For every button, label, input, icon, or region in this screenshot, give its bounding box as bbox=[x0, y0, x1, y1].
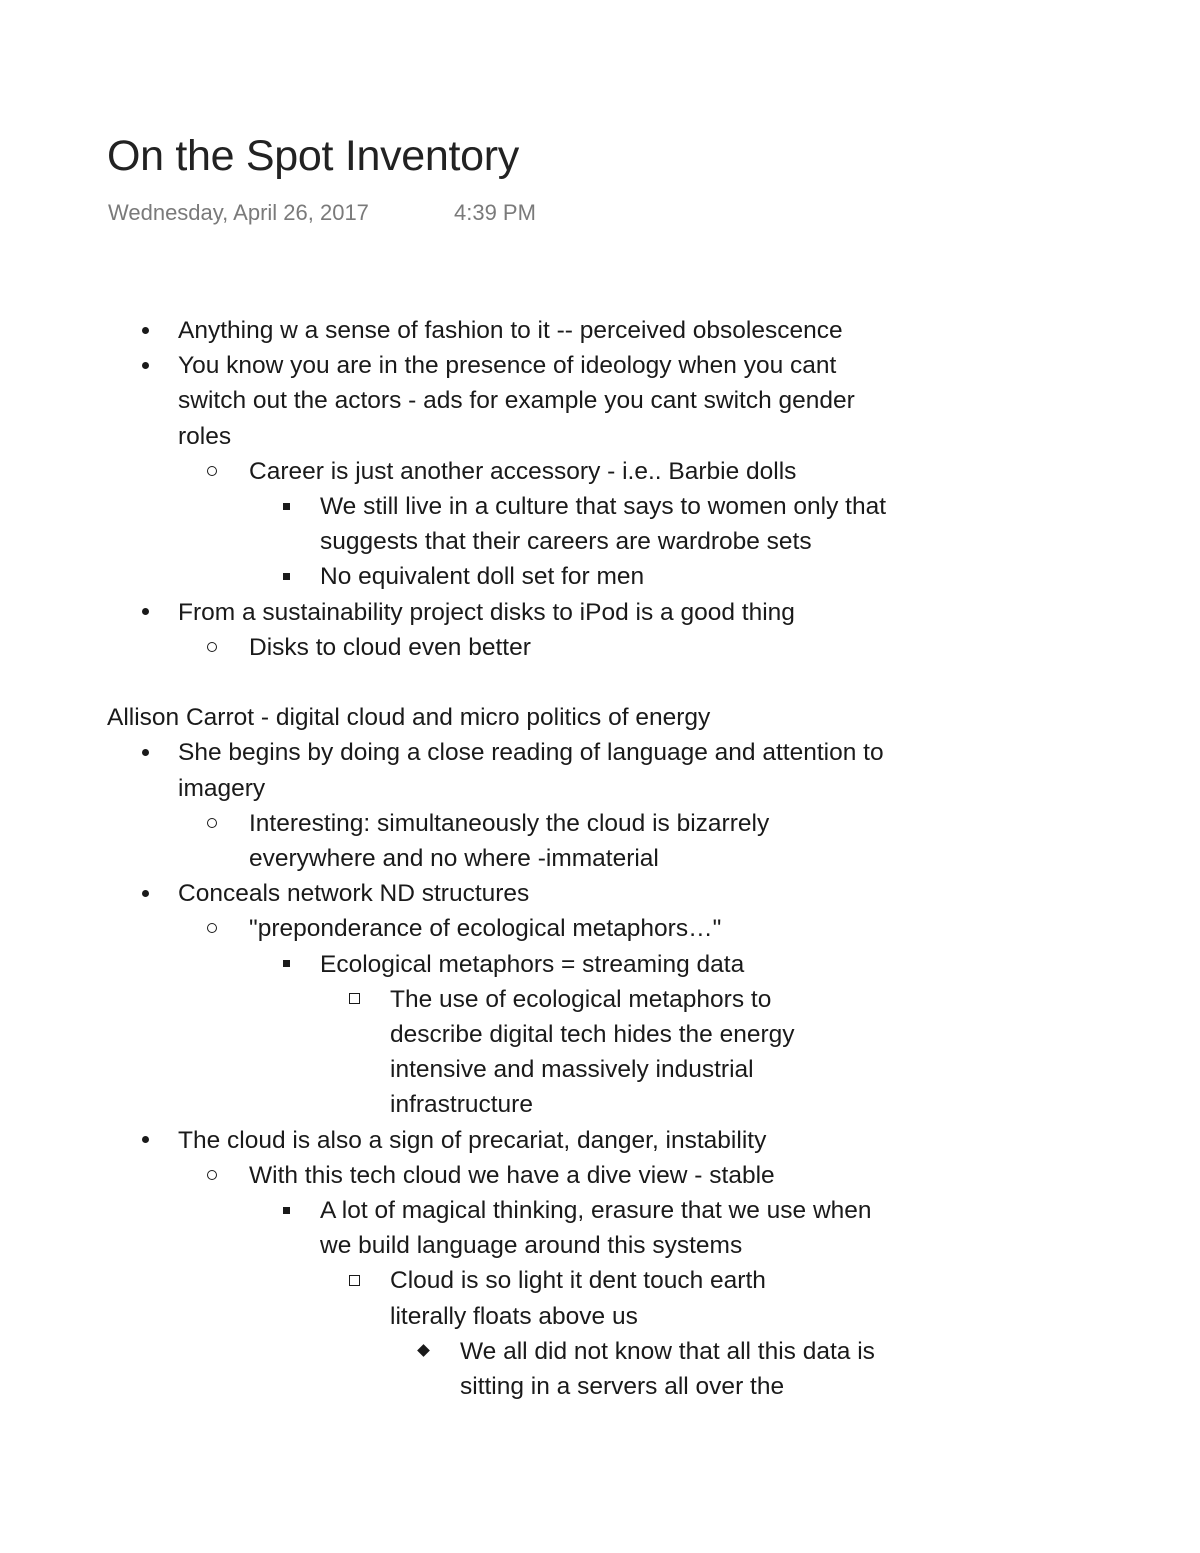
list-item-text: Conceals network ND structures bbox=[178, 880, 530, 908]
list-item-text: Interesting: simultaneously the cloud is bizarrely everywhere and no where -immaterial bbox=[249, 809, 770, 873]
note-date: Wednesday, April 26, 2017 bbox=[108, 200, 369, 225]
list-item bbox=[0, 348, 1200, 454]
bullet-hollow-square-icon bbox=[344, 1263, 364, 1298]
bullet-dot-icon bbox=[135, 735, 155, 770]
list-item-text: From a sustainability project disks to iPod is a good thing bbox=[178, 598, 795, 626]
list-item bbox=[0, 1158, 1200, 1193]
bullet-square-icon bbox=[276, 559, 296, 594]
bullet-dot-icon bbox=[135, 348, 155, 383]
list-item bbox=[0, 630, 1200, 665]
bullet-dot-icon bbox=[135, 595, 155, 630]
list-item bbox=[0, 595, 1200, 630]
list-item-text: Career is just another accessory - i.e.. Barbie dolls bbox=[249, 457, 797, 485]
list-item bbox=[0, 982, 1200, 1123]
list-item-text: Ecological metaphors = streaming data bbox=[320, 950, 745, 978]
list-item-text: The cloud is also a sign of precariat, danger, instability bbox=[178, 1126, 767, 1154]
bullet-square-icon bbox=[276, 489, 296, 524]
bullet-circle-icon bbox=[202, 630, 222, 665]
list-item-text: Disks to cloud even better bbox=[249, 633, 531, 661]
list-item bbox=[0, 806, 1200, 876]
bullet-dot-icon bbox=[135, 876, 155, 911]
bullet-diamond-icon bbox=[413, 1334, 433, 1369]
list-item bbox=[0, 735, 1200, 805]
list-item-text: Cloud is so light it dent touch earth literally floats above us bbox=[390, 1267, 766, 1330]
list-item-text: We all did not know that all this data is sitting in a servers all over the bbox=[460, 1337, 875, 1401]
list-item bbox=[0, 1193, 1200, 1263]
bullet-circle-icon bbox=[202, 911, 222, 946]
list-item-text: "preponderance of ecological metaphors…" bbox=[249, 915, 722, 943]
list-item bbox=[0, 911, 1200, 946]
page-title: On the Spot Inventory bbox=[107, 132, 520, 180]
bullet-square-icon bbox=[276, 947, 296, 982]
list-item-text: We still live in a culture that says to women only that suggests that their careers are wardrobe sets bbox=[320, 493, 887, 556]
bullet-dot-icon bbox=[135, 313, 155, 348]
blank-line bbox=[0, 665, 1200, 700]
bullet-dot-icon bbox=[135, 1123, 155, 1158]
bullet-circle-icon bbox=[202, 454, 222, 489]
list-item-text: You know you are in the presence of ideology when you cant switch out the actors - ads for example you cant switch gender roles bbox=[178, 352, 855, 450]
list-item-text: With this tech cloud we have a dive view - stable bbox=[249, 1161, 775, 1189]
list-item bbox=[0, 1334, 1200, 1404]
section-heading bbox=[0, 700, 1200, 735]
list-item-text: The use of ecological metaphors to describe digital tech hides the energy intensive and massively industrial infrastructure bbox=[390, 985, 795, 1119]
list-item bbox=[0, 1123, 1200, 1158]
list-item bbox=[0, 1263, 1200, 1333]
notes-body bbox=[0, 313, 1200, 1404]
list-item bbox=[0, 313, 1200, 348]
bullet-hollow-square-icon bbox=[344, 982, 364, 1017]
bullet-square-icon bbox=[276, 1193, 296, 1228]
list-item bbox=[0, 454, 1200, 489]
bullet-circle-icon bbox=[202, 806, 222, 841]
note-time: 4:39 PM bbox=[454, 200, 536, 225]
list-item bbox=[0, 489, 1200, 559]
list-item-text: No equivalent doll set for men bbox=[320, 563, 645, 591]
list-item bbox=[0, 876, 1200, 911]
bullet-circle-icon bbox=[202, 1158, 222, 1193]
list-item bbox=[0, 947, 1200, 982]
list-item-text: A lot of magical thinking, erasure that we use when we build language around this systems bbox=[320, 1197, 872, 1260]
list-item-text: She begins by doing a close reading of language and attention to imagery bbox=[178, 739, 884, 802]
list-item-text: Allison Carrot - digital cloud and micro politics of energy bbox=[107, 704, 711, 732]
list-item bbox=[0, 559, 1200, 594]
list-item-text: Anything w a sense of fashion to it -- perceived obsolescence bbox=[178, 317, 843, 344]
